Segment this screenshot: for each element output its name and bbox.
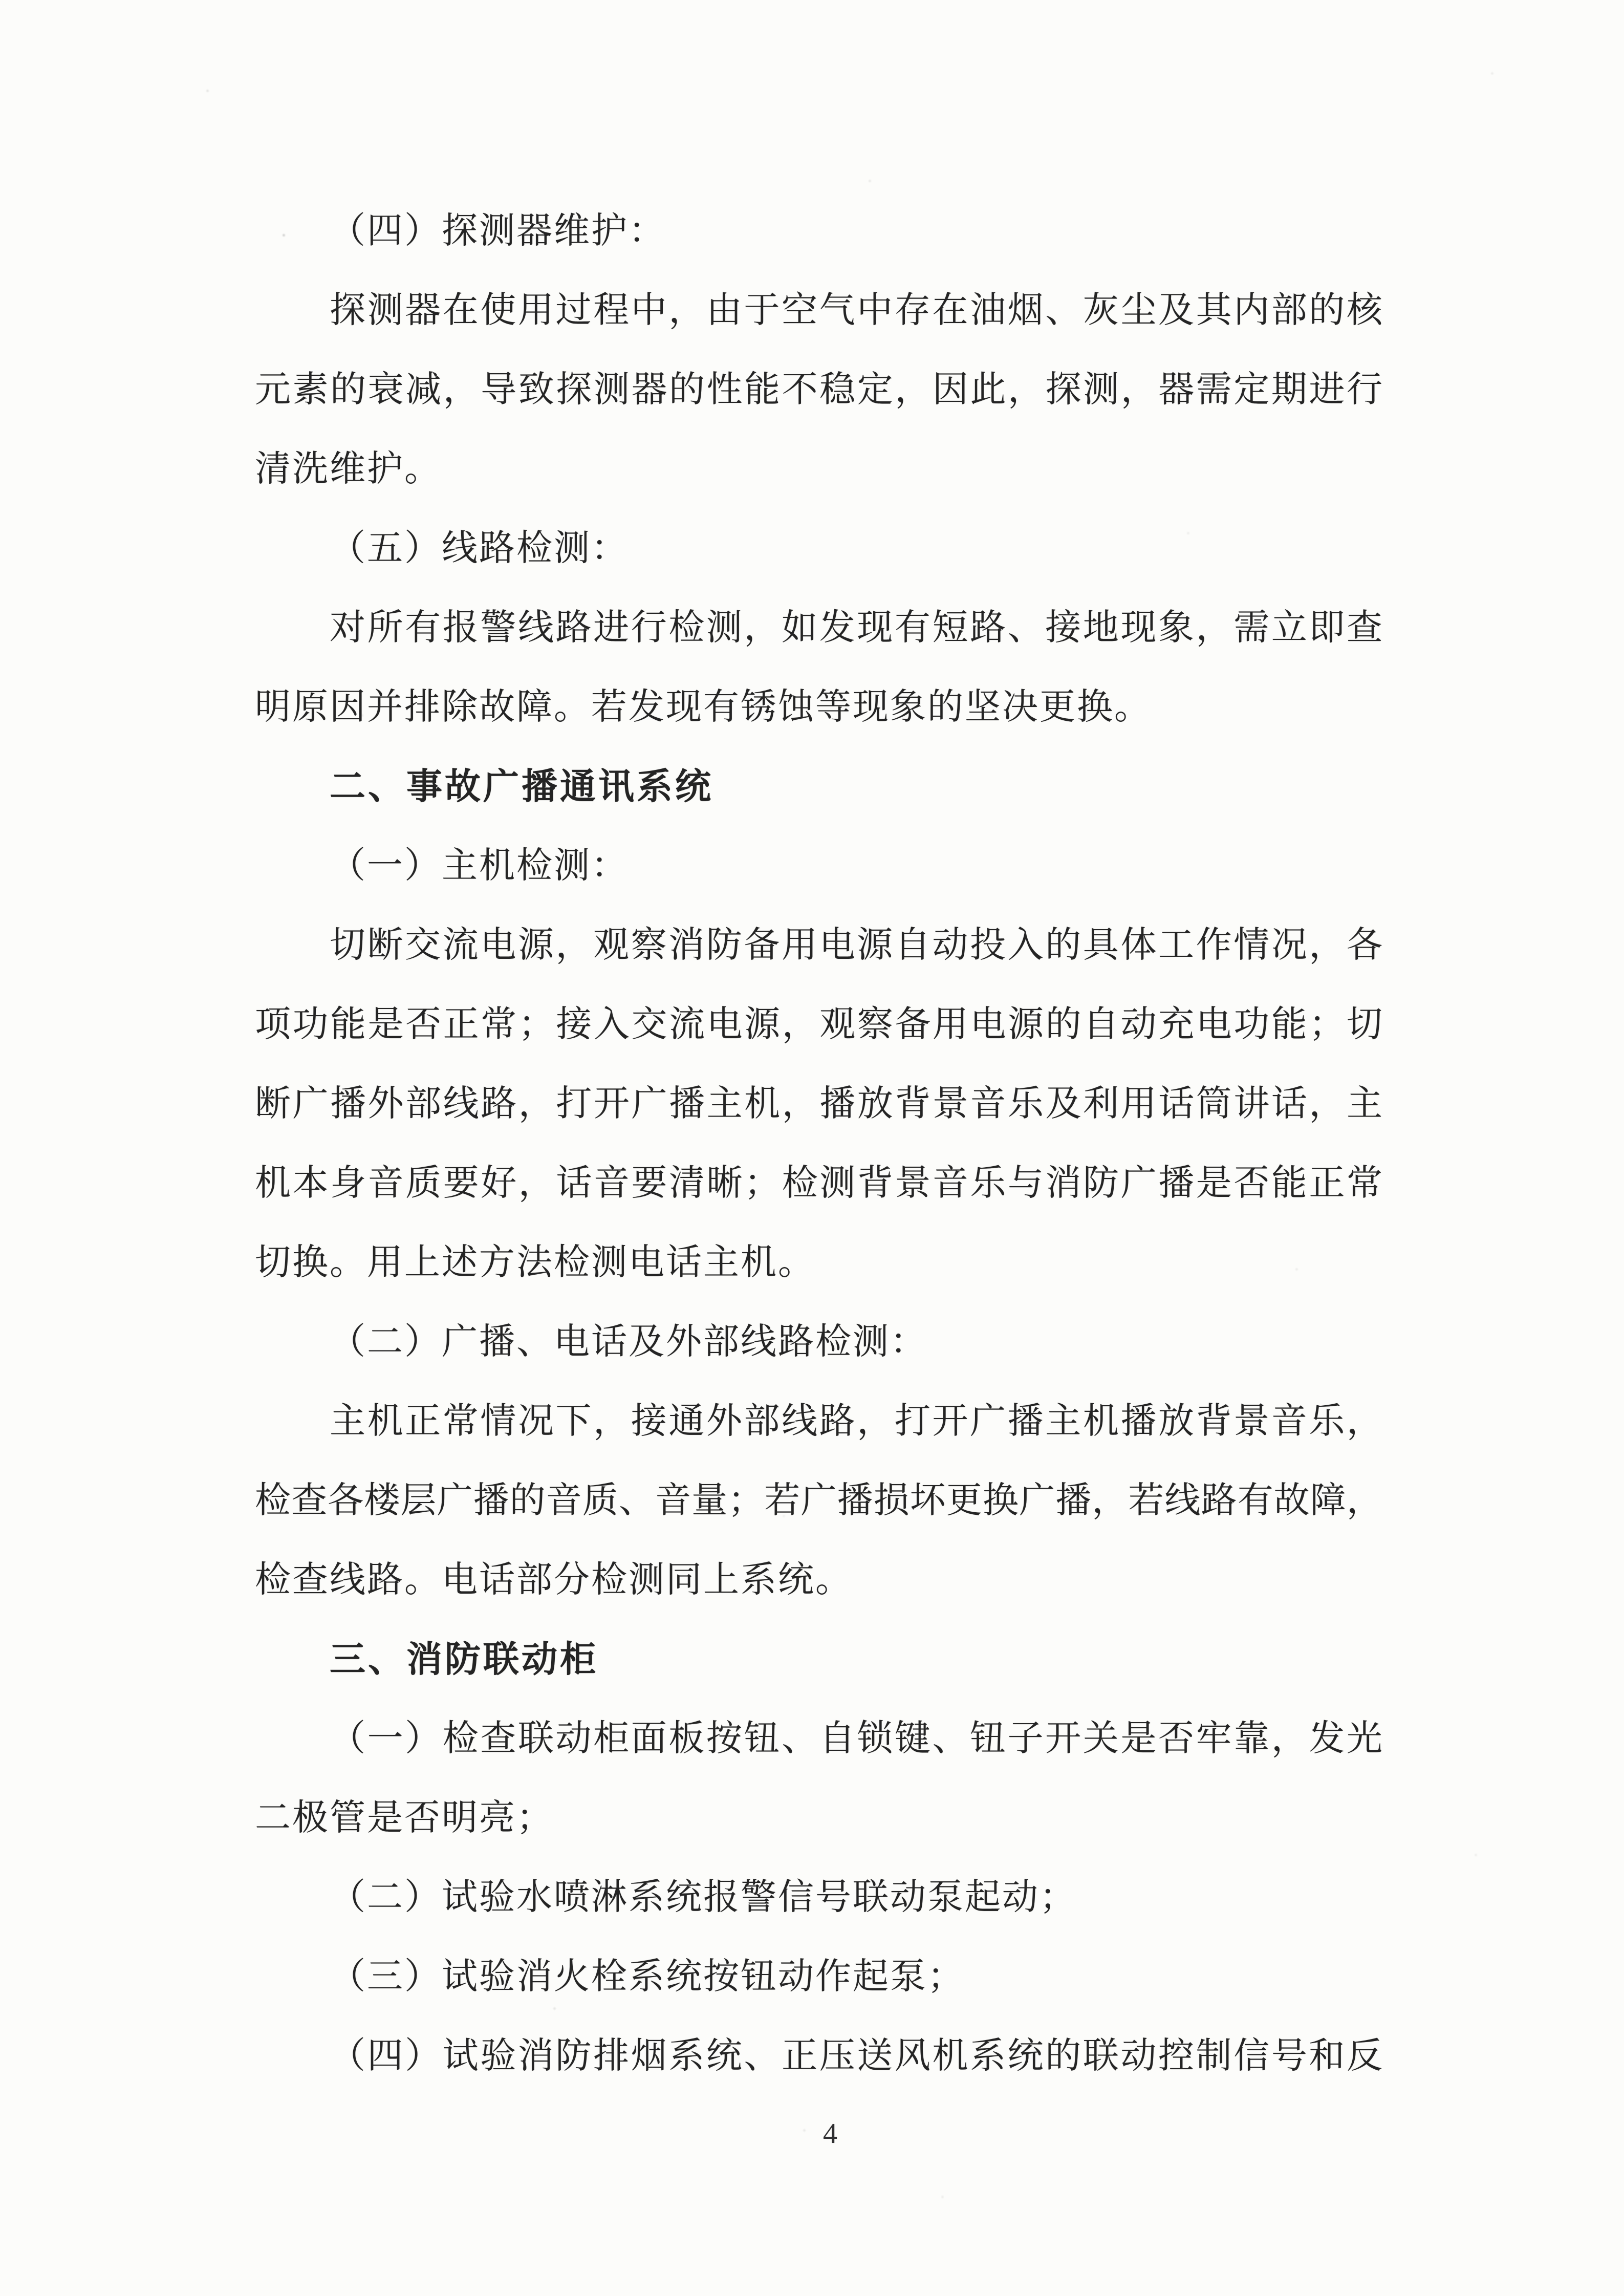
section-heading-line: 二、事故广播通讯系统: [330, 766, 713, 806]
text-line: 断广播外部线路，打开广播主机，播放背景音乐及利用话筒讲话，主: [255, 1084, 1383, 1124]
page-number: 4: [823, 2118, 837, 2150]
text-line: 项功能是否正常；接入交流电源，观察备用电源的自动充电功能；切: [255, 1005, 1383, 1044]
text-line: （一）检查联动柜面板按钮、自锁键、钮子开关是否牢靠，发光: [330, 1719, 1383, 1758]
scan-noise-specks: [0, 0, 2, 2]
text-line: 对所有报警线路进行检测，如发现有短路、接地现象，需立即查: [330, 608, 1383, 648]
text-line: 切换。用上述方法检测电话主机。: [255, 1243, 815, 1282]
text-line: （三）试验消火栓系统按钮动作起泵；: [330, 1957, 965, 1997]
text-line: 主机正常情况下，接通外部线路，打开广播主机播放背景音乐，: [330, 1402, 1383, 1441]
text-line: 二极管是否明亮；: [255, 1798, 554, 1838]
text-line: 检查线路。电话部分检测同上系统。: [255, 1560, 853, 1600]
text-line: （四）探测器维护：: [330, 211, 666, 251]
text-line: （一）主机检测：: [330, 846, 629, 886]
section-heading-line: 三、消防联动柜: [330, 1639, 598, 1679]
text-line: （五）线路检测：: [330, 529, 629, 568]
document-body: [255, 191, 1383, 2096]
text-line: 元素的衰减，导致探测器的性能不稳定，因此，探测，器需定期进行: [255, 370, 1383, 410]
text-line: 明原因并排除故障。若发现有锈蚀等现象的坚决更换。: [255, 688, 1152, 727]
text-line: 机本身音质要好，话音要清晰；检测背景音乐与消防广播是否能正常: [255, 1164, 1383, 1203]
text-line: 切断交流电源，观察消防备用电源自动投入的具体工作情况，各: [330, 926, 1383, 965]
text-line: （二）广播、电话及外部线路检测：: [330, 1322, 927, 1362]
text-line: 清洗维护。: [255, 449, 442, 489]
text-line: 探测器在使用过程中，由于空气中存在油烟、灰尘及其内部的核: [330, 291, 1383, 330]
text-line: （二）试验水喷淋系统报警信号联动泵起动；: [330, 1878, 1077, 1917]
text-line: 检查各楼层广播的音质、音量；若广播损坏更换广播，若线路有故障，: [255, 1481, 1383, 1520]
text-line: （四）试验消防排烟系统、正压送风机系统的联动控制信号和反: [330, 2036, 1383, 2076]
